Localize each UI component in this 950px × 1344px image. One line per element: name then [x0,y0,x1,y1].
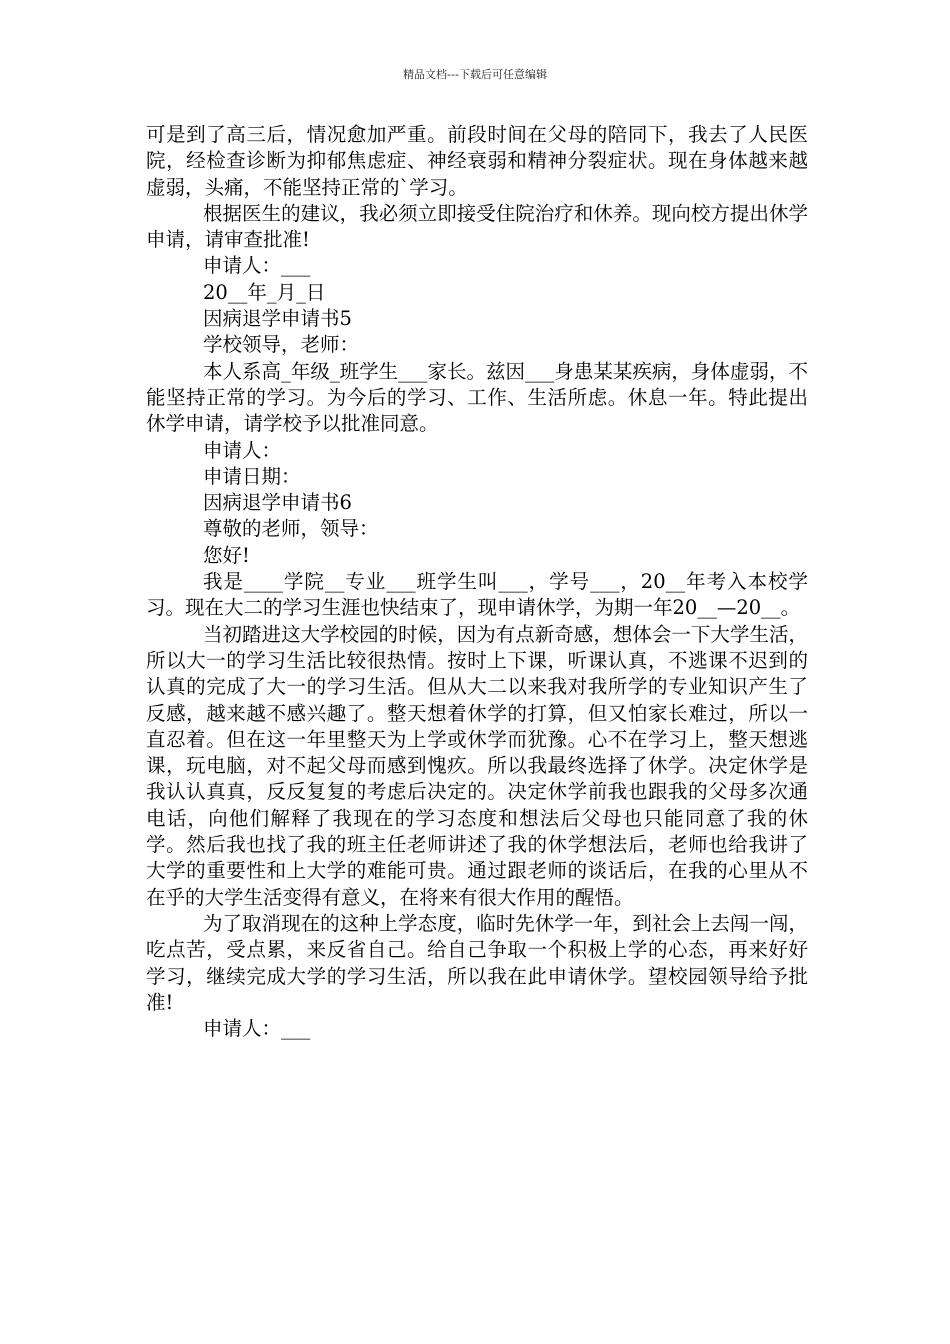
paragraph: 当初踏进这大学校园的时候，因为有点新奇感，想体会一下大学生活，所以大一的学习生活比较很热情。按时上下课，听课认真，不逃课不迟到的认真的完成了大一的学习生活。但从大二以来我对我所学的专业知识产生了反感，越来越不感兴趣了。整天想着休学的打算，但又怕家长难过，所以一直忍着。但在这一年里整天为上学或休学而犹豫。心不在学习上，整天想逃课，玩电脑，对不起父母而感到愧疚。所以我最终选择了休学。决定休学是我认认真真，反反复复的考虑后决定的。决定休学前我也跟我的父母多次通电话，向他们解释了我现在的学习态度和想法后父母也只能同意了我的休学。然后我也找了我的班主任老师讲述了我的休学想法后，老师也给我讲了大学的重要性和上大学的难能可贵。通过跟老师的谈话后，在我的心里从不在乎的大学生活变得有意义，在将来有很大作用的醒悟。 [146,622,808,909]
paragraph: 为了取消现在的这种上学态度，临时先休学一年，到社会上去闯一闯，吃点苦，受点累，来反省自己。给自己争取一个积极上学的心态，再来好好学习，继续完成大学的学习生活，所以我在此申请休学。望校园领导给予批准! [146,911,808,1014]
date-line: 申请日期： [203,464,301,488]
paragraph: 本人系高_年级_班学生___家长。兹因___身患某某疾病，身体虚弱，不能坚持正常的学习。为今后的学习、工作、生活所虑。休息一年。特此提出休学申请，请学校予以批准同意。 [146,359,808,436]
applicant-line: 申请人： [203,438,282,462]
paragraph: 根据医生的建议，我必须立即接受住院治疗和休养。现向校方提出休学申请，请审查批准! [146,201,808,252]
paragraph: 可是到了高三后，情况愈加严重。前段时间在父母的陪同下，我去了人民医院，经检查诊断为抑郁焦虑症、神经衰弱和精神分裂症状。现在身体越来越虚弱，头痛，不能坚持正常的`学习。 [146,123,808,199]
paragraph: 我是____学院__专业___班学生叫___，学号___，20__年考入本校学习。现在大二的学习生涯也快结束了，现申请休学，为期一年20__—20__。 [146,570,808,620]
section-title: 因病退学申请书5 [203,307,352,331]
applicant-line: 申请人：___ [203,254,311,278]
salutation: 尊敬的老师，领导： [203,517,379,541]
document-body [146,122,808,1042]
salutation: 学校领导，老师： [203,333,360,357]
date-line: 20__年_月_日 [203,280,326,304]
applicant-line: 申请人：___ [203,1017,311,1041]
page-header: 精品文档---下载后可任意编辑 [403,68,547,81]
greeting: 您好! [203,543,250,567]
section-title: 因病退学申请书6 [203,491,352,515]
